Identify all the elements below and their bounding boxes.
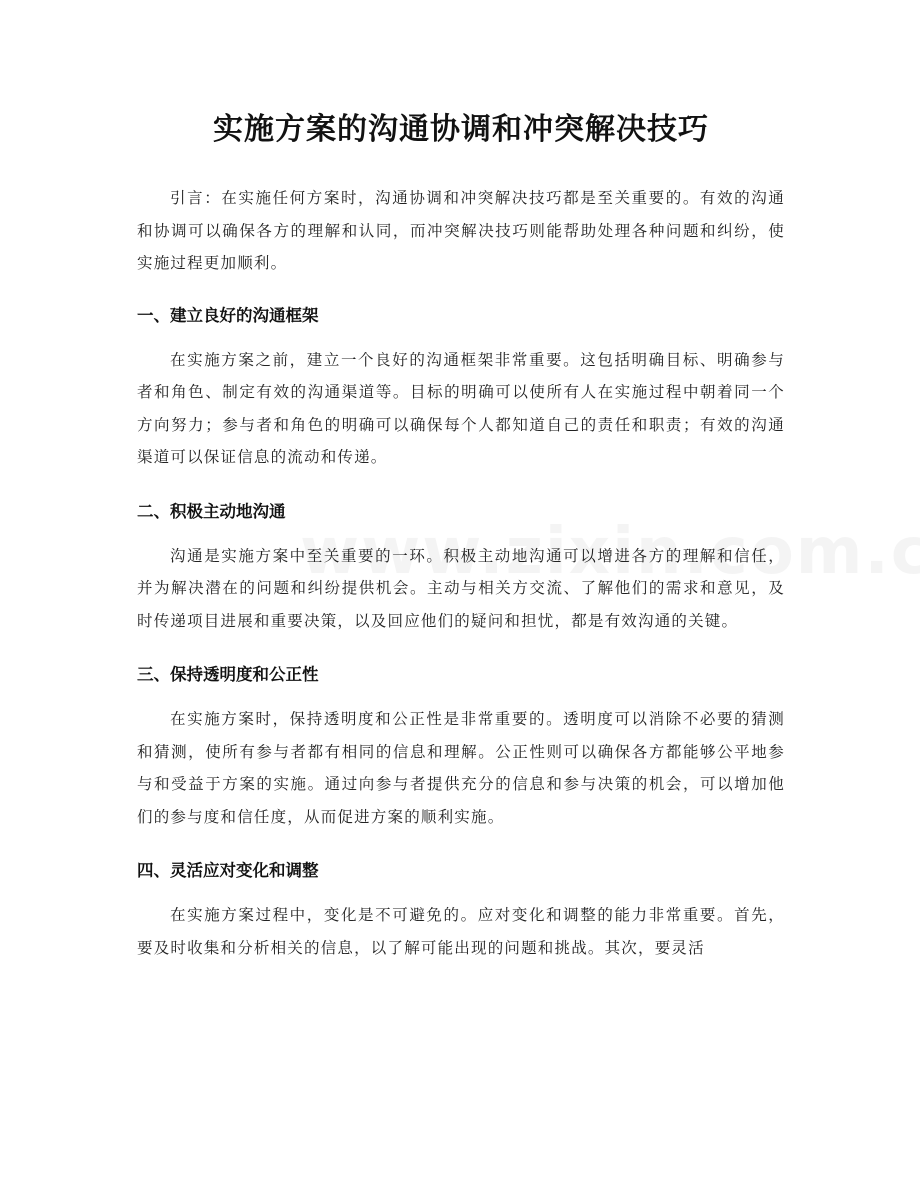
intro-paragraph: 引言：在实施任何方案时，沟通协调和冲突解决技巧都是至关重要的。有效的沟通和协调可以确保各方的理解和认同，而冲突解决技巧则能帮助处理各种问题和纠纷，使实施过程更加顺利。 [137,189,785,272]
section-4-heading: 四、灵活应对变化和调整 [137,861,319,880]
section-2-heading: 二、积极主动地沟通 [137,501,286,521]
section-1-heading: 一、建立良好的沟通框架 [137,305,319,325]
section-3-body: 在实施方案时，保持透明度和公正性是非常重要的。透明度可以消除不必要的猜测和猜测，使所有参与者都有相同的信息和理解。公正性则可以确保各方都能够公平地参与和受益于方案的实施。通过向参与者提供充分的信息和参与决策的机会，可以增加他们的参与度和信任度，从而促进方案的顺利实施。 [137,710,785,826]
section-4-body: 在实施方案过程中，变化是不可避免的。应对变化和调整的能力非常重要。首先，要及时收集和分析相关的信息，以了解可能出现的问题和挑战。其次，要灵活 [137,906,785,957]
section-1-body: 在实施方案之前，建立一个良好的沟通框架非常重要。这包括明确目标、明确参与者和角色、制定有效的沟通渠道等。目标的明确可以使所有人在实施过程中朝着同一个方向努力；参与者和角色的明确可以确保每个人都知道自己的责任和职责；有效的沟通渠道可以保证信息的流动和传递。 [137,350,785,466]
section-3-heading: 三、保持透明度和公正性 [137,665,319,684]
document-content [137,108,785,964]
section-2-body: 沟通是实施方案中至关重要的一环。积极主动地沟通可以增进各方的理解和信任，并为解决潜在的问题和纠纷提供机会。主动与相关方交流、了解他们的需求和意见，及时传递项目进展和重要决策，以及回应他们的疑问和担忧，都是有效沟通的关键。 [137,546,785,630]
document-title: 实施方案的沟通协调和冲突解决技巧 [213,112,709,147]
